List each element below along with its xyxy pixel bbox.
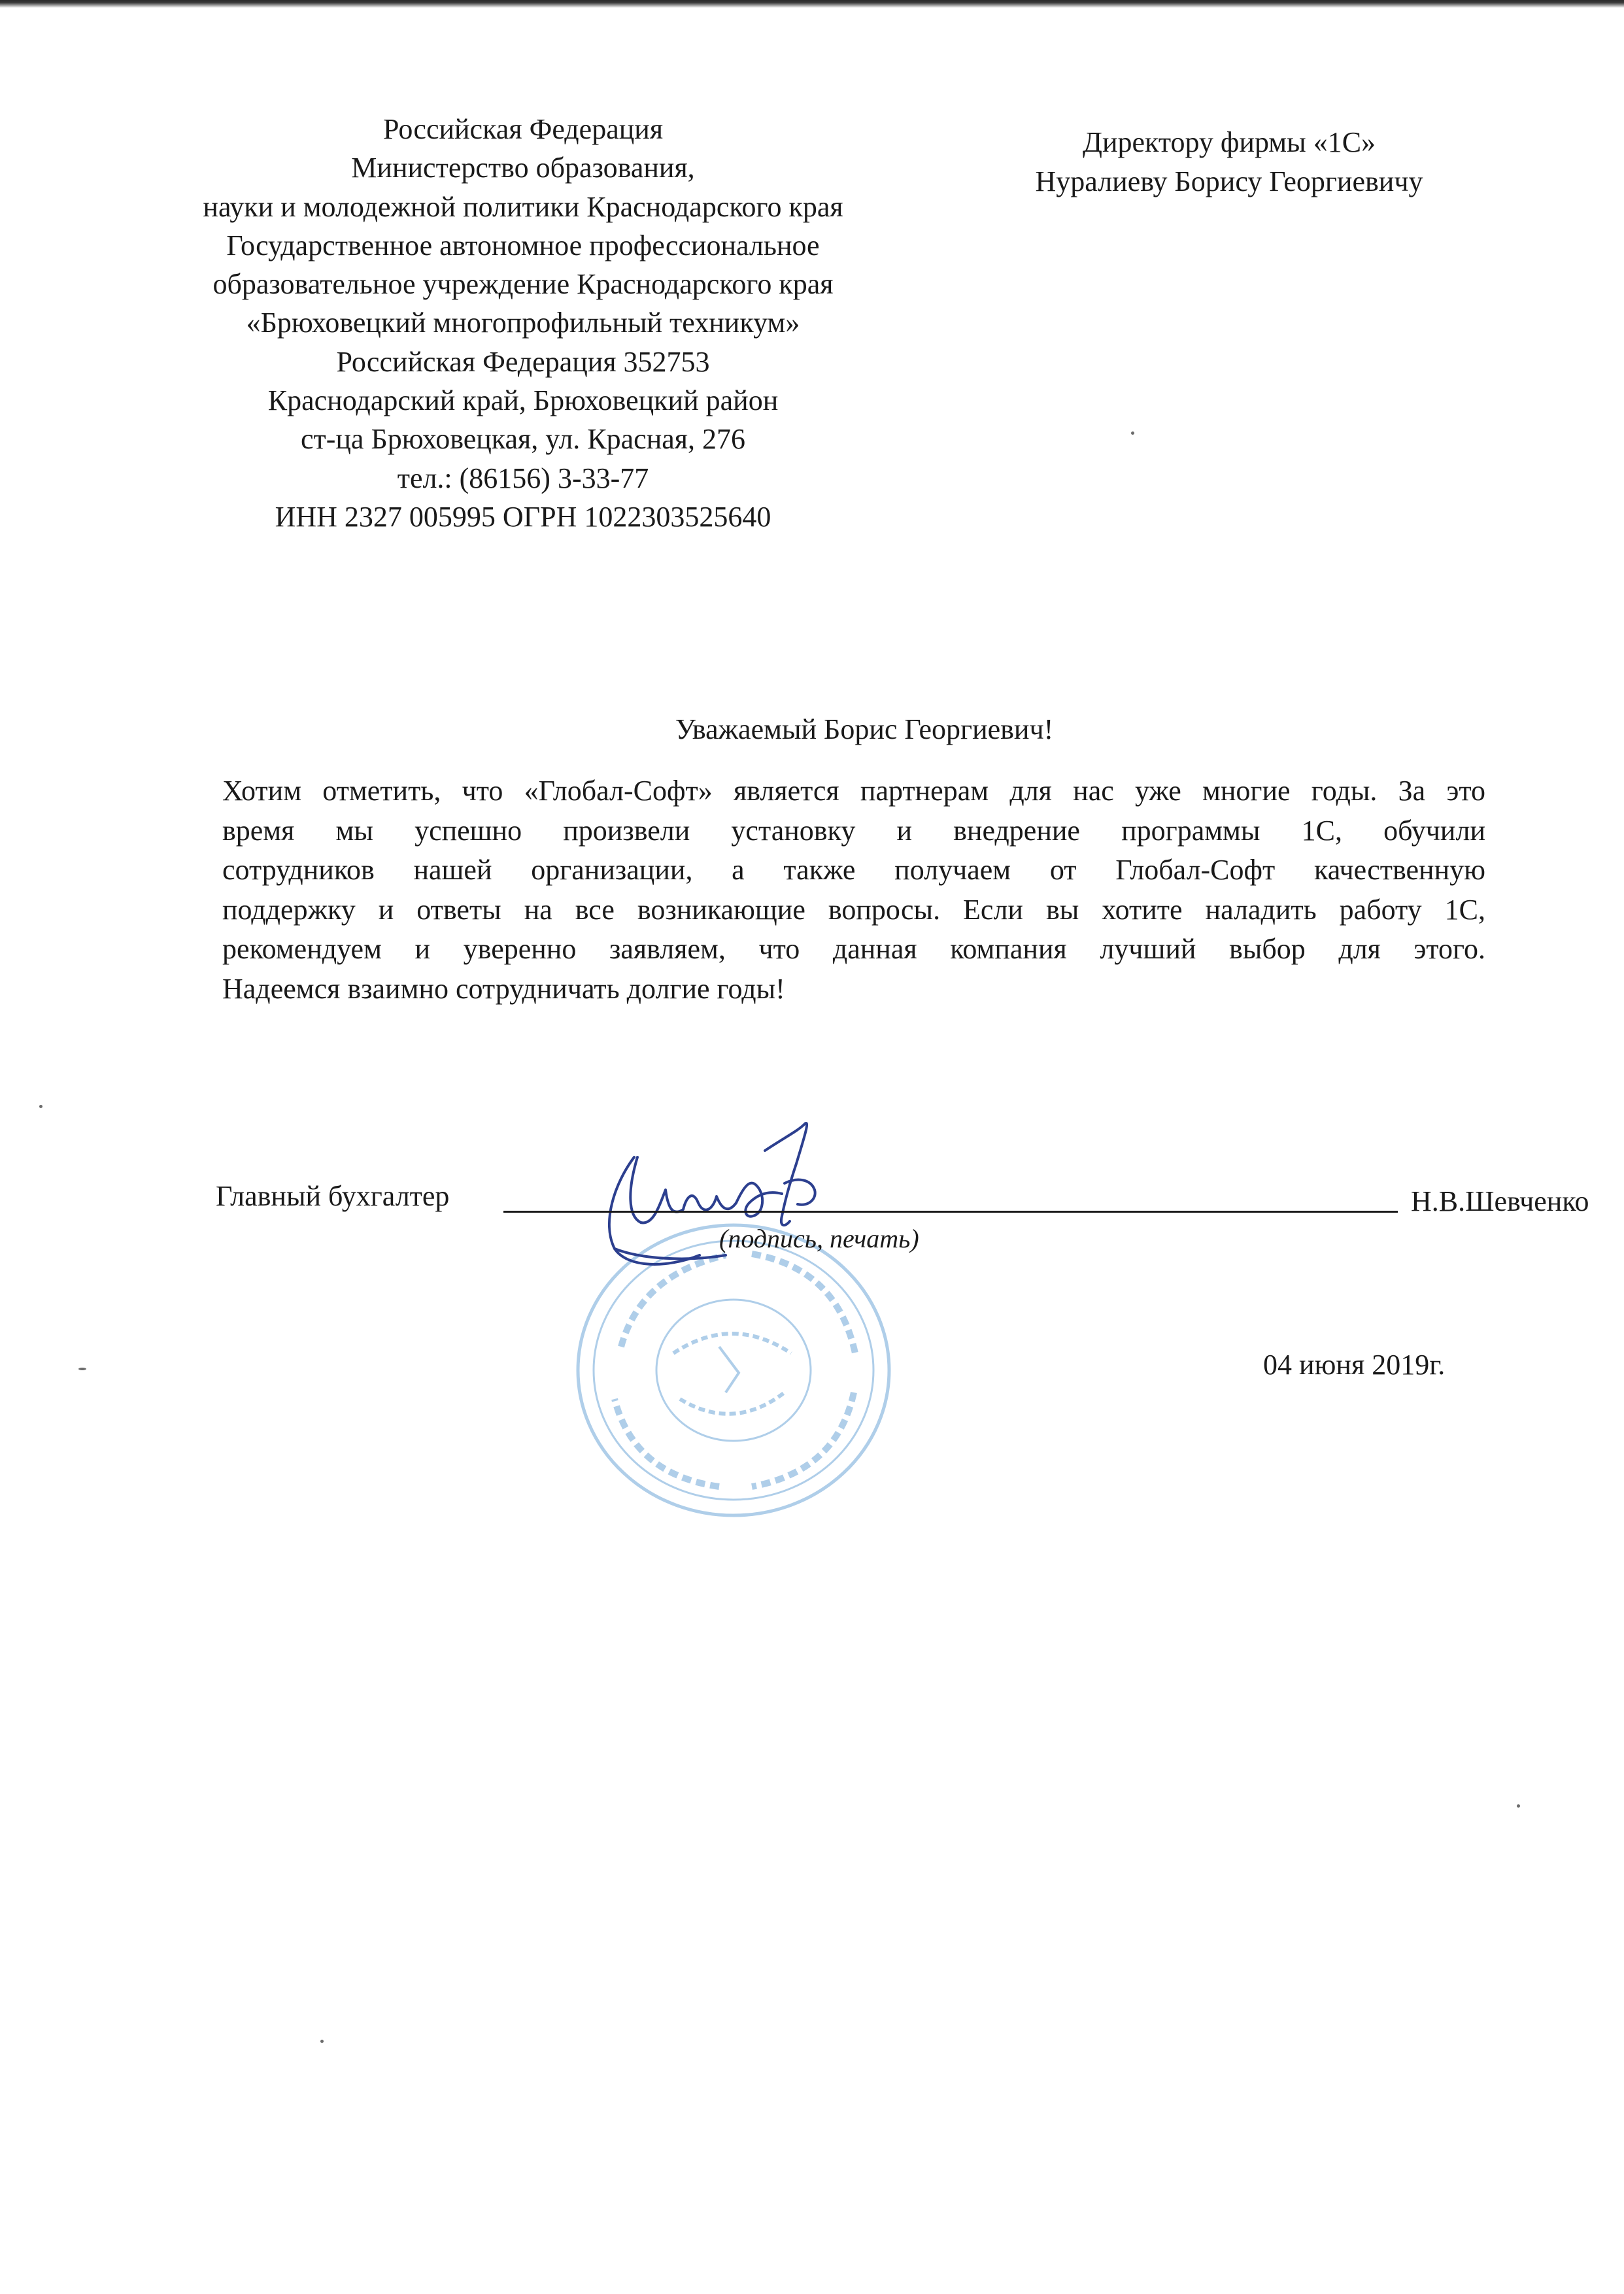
letterhead-line: Российская Федерация bbox=[382, 113, 664, 145]
body-line: рекомендуем и уверенно заявляем, что данная компания лучший выбор для этого. bbox=[222, 933, 1485, 965]
body-line: сотрудников нашей организации, а также получаем от Глобал-Софт качественную bbox=[222, 854, 1485, 886]
letter-body bbox=[222, 771, 1485, 1009]
scan-speck bbox=[1517, 1804, 1520, 1808]
salutation: Уважаемый Борис Георгиевич! bbox=[675, 713, 1054, 745]
letterhead-line: Российская Федерация 352753 bbox=[336, 345, 710, 378]
letterhead-line: ст-ца Брюховецкая, ул. Красная, 276 bbox=[300, 423, 746, 456]
scan-speck bbox=[1131, 431, 1134, 435]
recipient-block bbox=[994, 123, 1464, 201]
scan-speck bbox=[320, 2040, 324, 2043]
signature-line bbox=[503, 1211, 1398, 1213]
signatory-role: Главный бухгалтер bbox=[216, 1180, 450, 1212]
body-line: время мы успешно произвели установку и внедрение программы 1С, обучили bbox=[222, 814, 1485, 847]
letterhead-line: Государственное автономное профессиональное bbox=[226, 229, 820, 261]
letterhead-line: Министерство образования, bbox=[351, 152, 695, 184]
letterhead-line: «Брюховецкий многопрофильный техникум» bbox=[246, 307, 800, 339]
letterhead-line: образовательное учреждение Краснодарского края bbox=[212, 268, 834, 301]
letterhead-line: тел.: (86156) 3-33-77 bbox=[397, 462, 649, 494]
body-line: поддержку и ответы на все возникающие вопросы. Если вы хотите наладить работу 1С, bbox=[222, 893, 1485, 926]
body-line: Надеемся взаимно сотрудничать долгие годы! bbox=[222, 972, 785, 1005]
body-line: Хотим отметить, что «Глобал-Софт» является партнерам для нас уже многие годы. За это bbox=[222, 775, 1485, 807]
letterhead-line: Краснодарский край, Брюховецкий район bbox=[267, 384, 779, 417]
letter-date: 04 июня 2019г. bbox=[1263, 1349, 1446, 1381]
scan-speck bbox=[78, 1368, 86, 1370]
signature-caption: (подпись, печать) bbox=[719, 1224, 919, 1253]
sender-letterhead bbox=[124, 110, 922, 536]
recipient-line: Нуралиеву Борису Георгиевичу bbox=[1035, 165, 1423, 197]
letterhead-line: науки и молодежной политики Краснодарского края bbox=[203, 190, 843, 223]
scan-speck bbox=[39, 1105, 42, 1108]
scan-top-edge bbox=[0, 0, 1624, 8]
recipient-line: Директору фирмы «1С» bbox=[1082, 126, 1376, 158]
signatory-name: Н.В.Шевченко bbox=[1411, 1185, 1589, 1217]
letterhead-line: ИНН 2327 005995 ОГРН 1022303525640 bbox=[275, 500, 771, 533]
